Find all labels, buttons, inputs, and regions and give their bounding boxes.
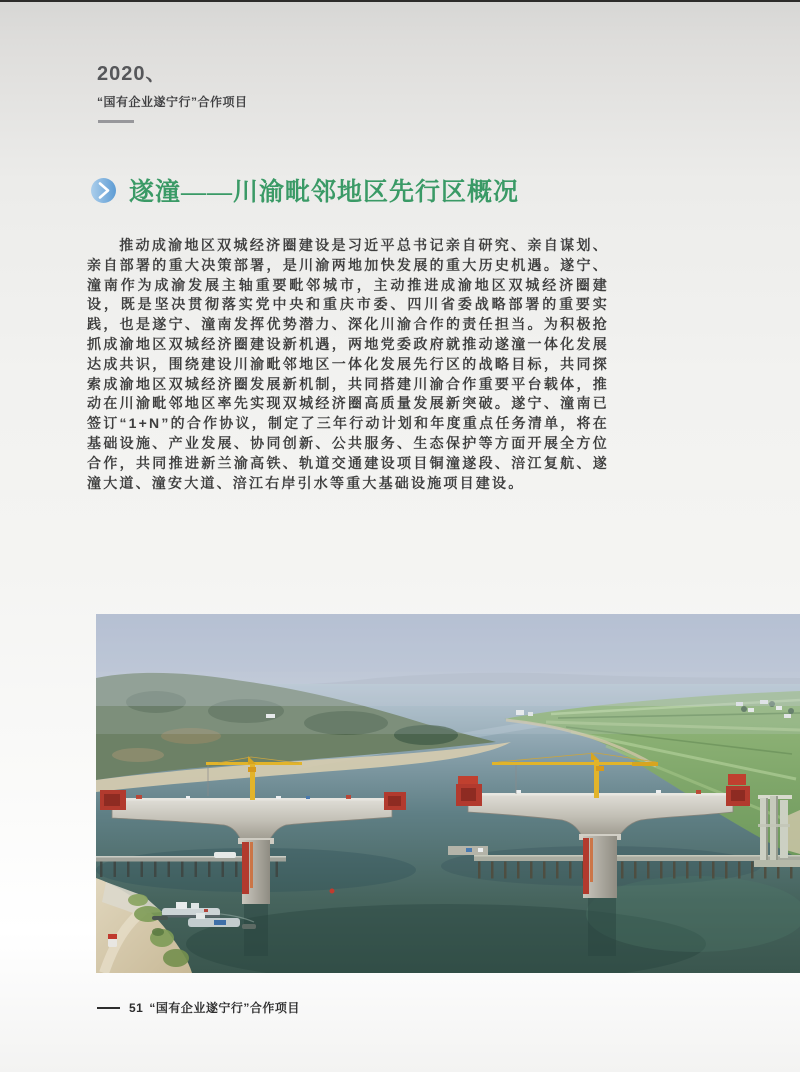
header-rule (98, 120, 134, 123)
bridge-construction-photo (96, 614, 800, 973)
section-title-row (91, 172, 519, 208)
body-paragraph: 推动成渝地区双城经济圈建设是习近平总书记亲自研究、亲自谋划、亲自部署的重大决策部署，是川渝两地加快发展的重大历史机遇。遂宁、潼南作为成渝发展主轴重要毗邻城市，主动推进成渝地区双城经济圈建设，既是坚决贯彻落实党中央和重庆市委、四川省委战略部署的重要实践，也是遂宁、潼南发挥优势潜力、深化川渝合作的责任担当。为积极抢抓成渝地区双城经济圈建设新机遇，两地党委政府就推动遂潼一体化发展达成共识，围绕建设川渝毗邻地区一体化发展先行区的战略目标，共同探索成渝地区双城经济圈发展新机制，共同搭建川渝合作重要平台载体，推动在川渝毗邻地区率先实现双城经济圈高质量发展新突破。遂宁、潼南已签订“1+N”的合作协议，制定了三年行动计划和年度重点任务清单，将在基础设施、产业发展、协同创新、公共服务、生态保护等方面开展全方位合作，共同推进新兰渝高铁、轨道交通建设项目铜潼遂段、涪江复航、遂潼大道、潼安大道、涪江右岸引水等重大基础设施项目建设。 (87, 237, 609, 491)
section-title: 遂潼——川渝毗邻地区先行区概况 (129, 179, 520, 206)
footer-text: “国有企业遂宁行”合作项目 (149, 1001, 300, 1015)
header-year: 2020、 (97, 63, 167, 85)
bridge-photo-illustration (96, 614, 800, 973)
chevron-circle-icon (91, 178, 116, 203)
footer-dash (97, 1007, 120, 1009)
chevron-circle-icon-svg (91, 178, 116, 203)
page-header (97, 62, 248, 110)
page-footer (97, 999, 300, 1016)
header-subtitle: “国有企业遂宁行”合作项目 (97, 95, 248, 109)
truck (108, 934, 117, 947)
buoy (330, 889, 335, 894)
page-number: 51 (129, 1000, 144, 1015)
